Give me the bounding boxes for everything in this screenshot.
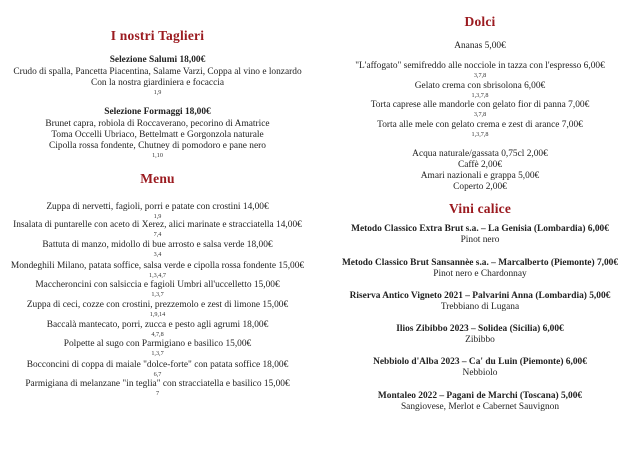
vini-title: Vini calice xyxy=(448,201,512,216)
wine-grape: Pinot nero e Chardonnay xyxy=(433,269,527,279)
menu-item: Polpette al sugo con Parmigiano e basilico 15,00€ xyxy=(63,339,252,349)
menu-item-allergens: 7 xyxy=(155,390,160,397)
menu-item-allergens: 3,4 xyxy=(153,251,162,258)
menu-item-allergens: 6,7 xyxy=(153,371,162,378)
menu-title: Menu xyxy=(140,171,175,186)
menu-item: Bocconcini di coppa di maiale "dolce-forte" con patata soffice 18,00€ xyxy=(26,360,289,370)
dolci-item-allergens: 3,7,8 xyxy=(473,72,487,79)
menu-item: Zuppa di ceci, cozze con crostini, prezzemolo e zest di limone 15,00€ xyxy=(26,300,289,310)
wine-grape: Sangiovese, Merlot e Cabernet Sauvignon xyxy=(400,402,560,412)
salumi-heading: Selezione Salumi 18,00€ xyxy=(109,55,206,65)
menu-item: Baccalà mantecato, porri, zucca e pesto agli agrumi 18,00€ xyxy=(46,320,269,330)
drink-item: Caffè 2,00€ xyxy=(457,160,503,170)
formaggi-line: Toma Occelli Ubriaco, Bettelmatt e Gorgonzola naturale xyxy=(51,130,264,140)
menu-item: Zuppa di nervetti, fagioli, porri e patate con crostini 14,00€ xyxy=(46,202,269,212)
menu-item: Battuta di manzo, midollo di bue arrosto e salsa verde 18,00€ xyxy=(42,240,273,250)
wine-name: Ilios Zibibbo 2023 – Solidea (Sicilia) 6,00€ xyxy=(396,324,564,334)
wine-grape: Zibibbo xyxy=(465,335,495,345)
formaggi-heading: Selezione Formaggi 18,00€ xyxy=(104,107,211,117)
menu-item: Parmigiana di melanzane "in teglia" con stracciatella e basilico 15,00€ xyxy=(25,379,290,389)
menu-item: Insalata di puntarelle con aceto di Xerez, alici marinate e stracciatella 14,00€ xyxy=(13,220,302,230)
wine-name: Nebbiolo d'Alba 2023 – Ca' du Luin (Piemonte) 6,00€ xyxy=(373,357,587,367)
wine-grape: Nebbiolo xyxy=(462,368,498,378)
wine-name: Metodo Classico Extra Brut s.a. – La Genisia (Lombardia) 6,00€ xyxy=(351,224,609,234)
dolci-item: "L'affogato" semifreddo alle nocciole in tazza con l'espresso 6,00€ xyxy=(355,61,605,71)
dolci-item-allergens: 1,3,7,8 xyxy=(471,92,489,99)
formaggi-allergens: 1,10 xyxy=(152,152,163,159)
wine-name: Riserva Antico Vigneto 2021 – Palvarini Anna (Lombardia) 5,00€ xyxy=(349,291,611,301)
dolci-item: Torta alle mele con gelato crema e zest di arance 7,00€ xyxy=(377,120,583,130)
drink-item: Amari nazionali e grappa 5,00€ xyxy=(420,171,540,181)
dolci-item: Torta caprese alle mandorle con gelato fior di panna 7,00€ xyxy=(370,100,590,110)
menu-item-allergens: 1,3,7 xyxy=(151,350,164,357)
salumi-line: Con la nostra giardiniera e focaccia xyxy=(90,78,224,88)
salumi-allergens: 1,9 xyxy=(153,89,162,96)
dolci-item: Gelato crema con sbrisolona 6,00€ xyxy=(414,81,546,91)
menu-item-allergens: 4,7,8 xyxy=(151,331,164,338)
menu-item: Mondeghili Milano, patata soffice, salsa verde e cipolla rossa fondente 15,00€ xyxy=(10,261,305,271)
ananas-item: Ananas 5,00€ xyxy=(454,41,506,51)
menu-item-allergens: 1,9,14 xyxy=(149,311,166,318)
drink-item: Acqua naturale/gassata 0,75cl 2,00€ xyxy=(412,149,548,159)
menu-item-allergens: 7,4 xyxy=(153,231,162,238)
wine-grape: Trebbiano di Lugana xyxy=(440,302,520,312)
menu-item-allergens: 1,9 xyxy=(153,213,162,220)
taglieri-title: I nostri Taglieri xyxy=(110,28,205,43)
dolci-item-allergens: 3,7,8 xyxy=(473,111,487,118)
wine-name: Montaleo 2022 – Pagani de Marchi (Toscana) 5,00€ xyxy=(377,391,583,401)
menu-item-allergens: 1,3,7 xyxy=(151,291,164,298)
formaggi-line: Brunet capra, robiola di Roccaverano, pecorino di Amatrice xyxy=(45,119,270,129)
salumi-line: Crudo di spalla, Pancetta Piacentina, Salame Varzi, Coppa al vino e lonzardo xyxy=(13,67,302,77)
wine-grape: Pinot nero xyxy=(460,235,500,245)
menu-item-allergens: 1,3,4,7 xyxy=(148,272,166,279)
formaggi-line: Cipolla rossa fondente, Chutney di pomodoro e pane nero xyxy=(49,141,266,151)
dolci-item-allergens: 1,3,7,8 xyxy=(471,131,489,138)
wine-name: Metodo Classico Brut Sansannèe s.a. – Marcalberto (Piemonte) 7,00€ xyxy=(341,258,619,268)
dolci-title: Dolci xyxy=(464,14,496,29)
cover-charge: Coperto 2,00€ xyxy=(453,182,507,192)
menu-item: Maccheroncini con salsiccia e fagioli Umbri all'uccelletto 15,00€ xyxy=(35,280,280,290)
